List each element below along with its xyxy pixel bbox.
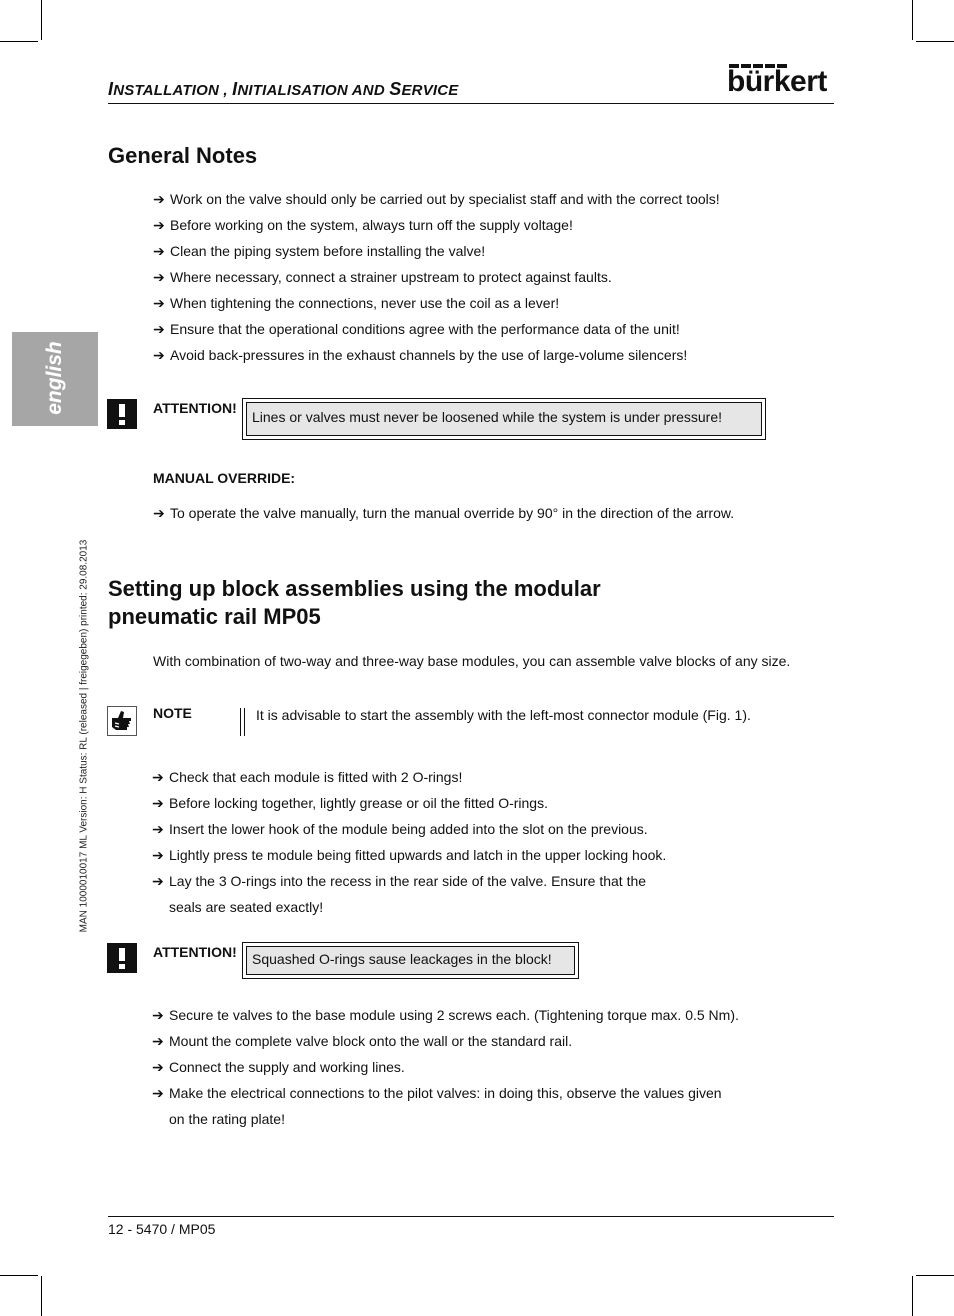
note-label: NOTE [153,705,192,721]
list-item: ➔ Make the electrical connections to the pilot valves: in doing this, observe the values given [152,1085,722,1101]
footer-rule [108,1216,834,1217]
language-tab-label: english [43,341,66,415]
attention-label: ATTENTION! [153,944,237,960]
list-item: ➔ To operate the valve manually, turn the manual override by 90° in the direction of the arrow. [153,505,735,521]
arrow-icon: ➔ [153,505,165,521]
arrow-icon: ➔ [153,295,165,311]
arrow-icon: ➔ [152,1033,164,1049]
warning-icon [107,943,137,973]
manual-override-label: MANUAL OVERRIDE: [153,470,296,486]
note-divider [244,708,245,736]
list-item: ➔ Check that each module is fitted with 2 O-rings! [152,769,463,785]
list-item-continuation: on the rating plate! [169,1111,285,1127]
list-item: ➔ When tightening the connections, never use the coil as a lever! [153,295,560,311]
list-item: ➔ Secure te valves to the base module using 2 screws each. (Tightening torque max. 0.5 Nm). [152,1007,739,1023]
attention-text: Lines or valves must never be loosened while the system is under pressure! [246,402,762,436]
attention-text: Squashed O-rings sause leackages in the block! [246,946,575,975]
note-divider [240,708,241,736]
arrow-icon: ➔ [152,873,164,889]
burkert-logo: bürkert [727,65,827,98]
hand-icon [107,706,137,736]
crop-mark [41,1276,42,1316]
attention-box [242,398,766,440]
list-item: ➔ Mount the complete valve block onto the wall or the standard rail. [152,1033,573,1049]
list-item: ➔ Where necessary, connect a strainer upstream to protect against faults. [153,269,612,285]
arrow-icon: ➔ [152,769,164,785]
arrow-icon: ➔ [152,1059,164,1075]
list-item: ➔ Before locking together, lightly grease or oil the fitted O-rings. [152,795,548,811]
crop-mark [912,1276,913,1316]
document-meta: MAN 1000010017 ML Version: H Status: RL (released | freigegeben) printed: 29.08.2013 [78,539,90,933]
crop-mark [916,41,954,42]
list-item: ➔ Connect the supply and working lines. [152,1059,405,1075]
list-item: ➔ Insert the lower hook of the module being added into the slot on the previous. [152,821,648,837]
crop-mark [0,41,38,42]
arrow-icon: ➔ [153,347,165,363]
arrow-icon: ➔ [153,243,165,259]
list-item-continuation: seals are seated exactly! [169,899,324,915]
arrow-icon: ➔ [152,1085,164,1101]
arrow-icon: ➔ [152,795,164,811]
list-item: ➔ Lightly press te module being fitted upwards and latch in the upper locking hook. [152,847,667,863]
arrow-icon: ➔ [153,269,165,285]
page-number: 12 - 5470 / MP05 [108,1221,216,1237]
list-item: ➔ Avoid back-pressures in the exhaust channels by the use of large-volume silencers! [153,347,688,363]
crop-mark [0,1275,38,1276]
note-text: It is advisable to start the assembly with the left-most connector module (Fig. 1). [256,707,751,723]
list-item: ➔ Work on the valve should only be carried out by specialist staff and with the correct tools! [153,191,720,207]
crop-mark [912,0,913,40]
section-header: INSTALLATION , INITIALISATION AND SERVICE [108,79,459,99]
section-title: Setting up block assemblies using the modular pneumatic rail MP05 [108,576,601,629]
page-title: General Notes [108,143,258,168]
warning-icon [107,399,137,429]
arrow-icon: ➔ [152,821,164,837]
arrow-icon: ➔ [153,217,165,233]
attention-label: ATTENTION! [153,400,237,416]
arrow-icon: ➔ [152,1007,164,1023]
arrow-icon: ➔ [153,321,165,337]
arrow-icon: ➔ [153,191,165,207]
arrow-icon: ➔ [152,847,164,863]
intro-paragraph: With combination of two-way and three-way base modules, you can assemble valve blocks of any size. [153,653,791,669]
attention-box [242,942,579,979]
crop-mark [41,0,42,40]
list-item: ➔ Ensure that the operational conditions agree with the performance data of the unit! [153,321,680,337]
crop-mark [916,1275,954,1276]
list-item: ➔ Lay the 3 O-rings into the recess in the rear side of the valve. Ensure that the [152,873,647,889]
list-item: ➔ Before working on the system, always turn off the supply voltage! [153,217,573,233]
list-item: ➔ Clean the piping system before installing the valve! [153,243,486,259]
header-rule [108,103,834,104]
